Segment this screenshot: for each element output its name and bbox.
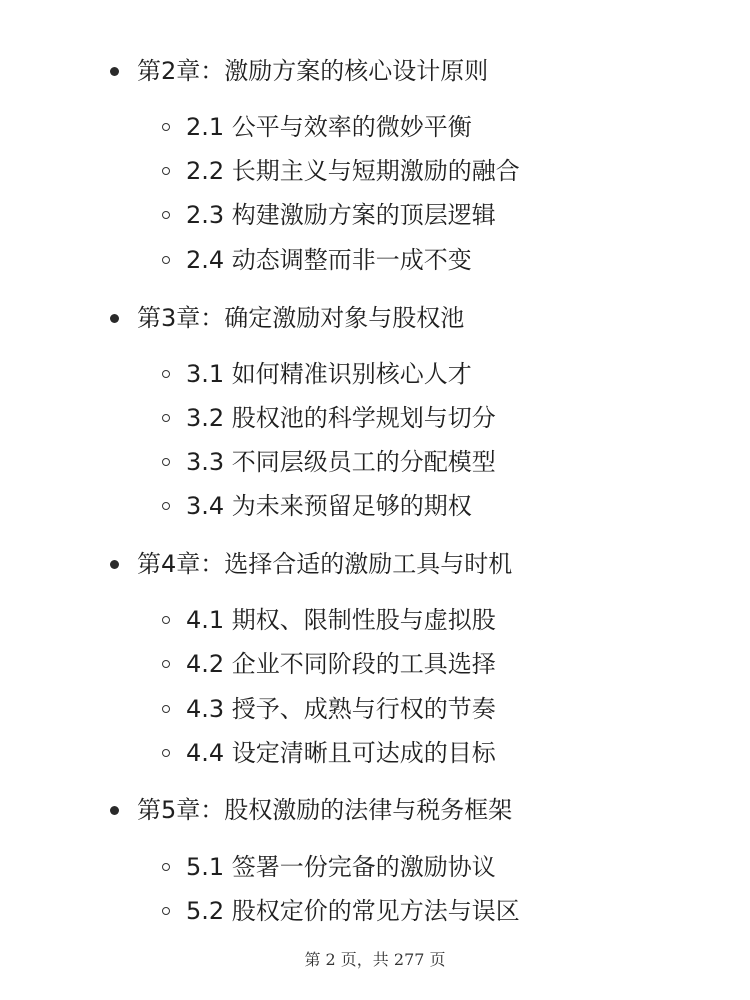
section-title: 3.4 为未来预留足够的期权 bbox=[186, 492, 472, 520]
hollow-bullet-icon bbox=[162, 863, 170, 871]
section-item bbox=[162, 400, 496, 436]
section-title: 2.4 动态调整而非一成不变 bbox=[186, 246, 472, 274]
section-item bbox=[162, 197, 496, 233]
page-number: 第 2 页，共 277 页 bbox=[304, 950, 446, 969]
section-item bbox=[162, 356, 472, 392]
chapter-title: 第5章：股权激励的法律与税务框架 bbox=[137, 796, 513, 824]
hollow-bullet-icon bbox=[162, 502, 170, 510]
chapter-5-item bbox=[110, 792, 512, 828]
hollow-bullet-icon bbox=[162, 370, 170, 378]
section-title: 5.1 签署一份完备的激励协议 bbox=[186, 853, 496, 881]
hollow-bullet-icon bbox=[162, 256, 170, 264]
filled-bullet-icon bbox=[110, 314, 119, 323]
section-item bbox=[162, 735, 496, 771]
hollow-bullet-icon bbox=[162, 616, 170, 624]
hollow-bullet-icon bbox=[162, 458, 170, 466]
filled-bullet-icon bbox=[110, 67, 119, 76]
section-title: 3.1 如何精准识别核心人才 bbox=[186, 360, 472, 388]
section-title: 5.2 股权定价的常见方法与误区 bbox=[186, 897, 520, 925]
section-title: 2.2 长期主义与短期激励的融合 bbox=[186, 157, 520, 185]
section-item bbox=[162, 153, 520, 189]
chapter-title: 第2章：激励方案的核心设计原则 bbox=[137, 57, 489, 85]
section-item bbox=[162, 691, 496, 727]
hollow-bullet-icon bbox=[162, 907, 170, 915]
section-item bbox=[162, 602, 496, 638]
section-item bbox=[162, 109, 472, 145]
section-item bbox=[162, 444, 496, 480]
hollow-bullet-icon bbox=[162, 660, 170, 668]
section-item bbox=[162, 488, 472, 524]
section-title: 4.3 授予、成熟与行权的节奏 bbox=[186, 695, 496, 723]
section-item bbox=[162, 646, 496, 682]
section-title: 4.2 企业不同阶段的工具选择 bbox=[186, 650, 496, 678]
section-title: 3.3 不同层级员工的分配模型 bbox=[186, 448, 496, 476]
filled-bullet-icon bbox=[110, 560, 119, 569]
section-title: 2.1 公平与效率的微妙平衡 bbox=[186, 113, 472, 141]
hollow-bullet-icon bbox=[162, 211, 170, 219]
section-title: 3.2 股权池的科学规划与切分 bbox=[186, 404, 496, 432]
section-item bbox=[162, 893, 520, 929]
hollow-bullet-icon bbox=[162, 705, 170, 713]
hollow-bullet-icon bbox=[162, 123, 170, 131]
section-title: 4.1 期权、限制性股与虚拟股 bbox=[186, 606, 496, 634]
chapter-4-item bbox=[110, 546, 512, 582]
section-item bbox=[162, 242, 472, 278]
section-item bbox=[162, 849, 496, 885]
section-title: 4.4 设定清晰且可达成的目标 bbox=[186, 739, 496, 767]
chapter-2-item bbox=[110, 53, 488, 89]
filled-bullet-icon bbox=[110, 806, 119, 815]
chapter-title: 第3章：确定激励对象与股权池 bbox=[137, 304, 465, 332]
chapter-title: 第4章：选择合适的激励工具与时机 bbox=[137, 550, 513, 578]
section-title: 2.3 构建激励方案的顶层逻辑 bbox=[186, 201, 496, 229]
chapter-3-item bbox=[110, 300, 464, 336]
hollow-bullet-icon bbox=[162, 749, 170, 757]
hollow-bullet-icon bbox=[162, 167, 170, 175]
hollow-bullet-icon bbox=[162, 414, 170, 422]
